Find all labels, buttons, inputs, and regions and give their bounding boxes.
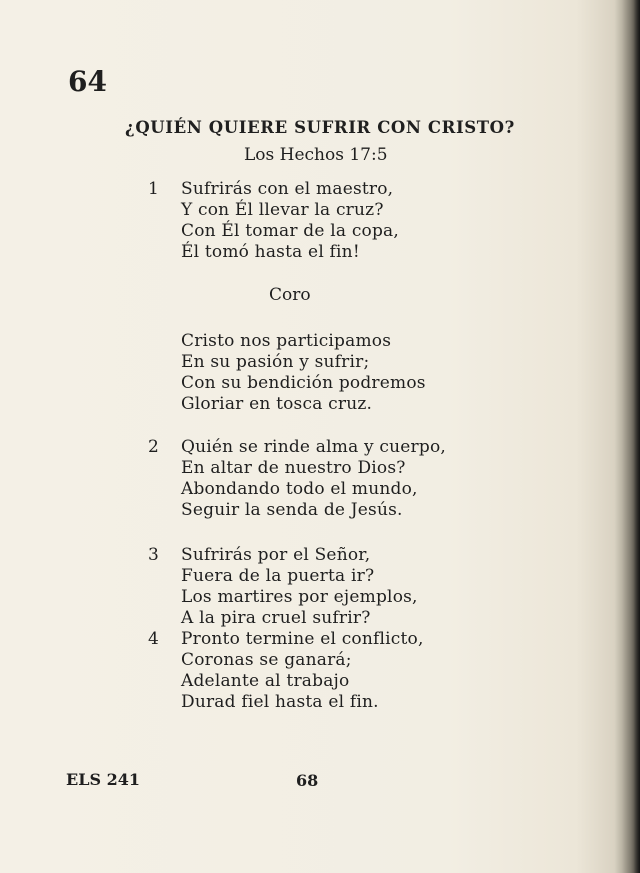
verse-line: A la pira cruel sufrir?: [181, 608, 371, 628]
hymn-title-text: ¿QUIÉN QUIERE SUFRIR CON CRISTO?: [125, 118, 515, 137]
verse-line: Y con Él llevar la cruz?: [181, 200, 384, 220]
page-number: 68: [296, 771, 319, 790]
verse-line: Seguir la senda de Jesús.: [181, 500, 403, 520]
verse-number: 4: [148, 629, 159, 649]
verse-line: Pronto termine el conflicto,: [181, 629, 424, 649]
verse-line: Él tomó hasta el fin!: [181, 242, 360, 262]
hymn-title: [0, 118, 640, 137]
hymn-number: 64: [68, 65, 107, 98]
chorus-line: En su pasión y sufrir;: [181, 352, 370, 372]
verse-line: Coronas se ganará;: [181, 650, 352, 670]
verse-line: Durad fiel hasta el fin.: [181, 692, 379, 712]
chorus-line: Con su bendición podremos: [181, 373, 426, 393]
verse-line: Sufrirás por el Señor,: [181, 545, 371, 565]
verse-line: Quién se rinde alma y cuerpo,: [181, 437, 447, 457]
verse-number: 1: [148, 179, 159, 199]
verse-line: Adelante al trabajo: [181, 671, 350, 691]
footer-code: ELS 241: [66, 770, 140, 789]
chorus-line: Cristo nos participamos: [181, 331, 392, 351]
verse-number: 3: [148, 545, 159, 565]
verse-line: Abondando todo el mundo,: [181, 479, 418, 499]
chorus-line: Gloriar en tosca cruz.: [181, 394, 373, 414]
verse-line: Los martires por ejemplos,: [181, 587, 418, 607]
verse-line: Con Él tomar de la copa,: [181, 221, 399, 241]
verse-line: Fuera de la puerta ir?: [181, 566, 375, 586]
verse-line: En altar de nuestro Dios?: [181, 458, 406, 478]
scripture-reference: Los Hechos 17:5: [244, 145, 388, 165]
chorus-label: Coro: [269, 285, 311, 305]
verse-line: Sufrirás con el maestro,: [181, 179, 394, 199]
verse-number: 2: [148, 437, 159, 457]
